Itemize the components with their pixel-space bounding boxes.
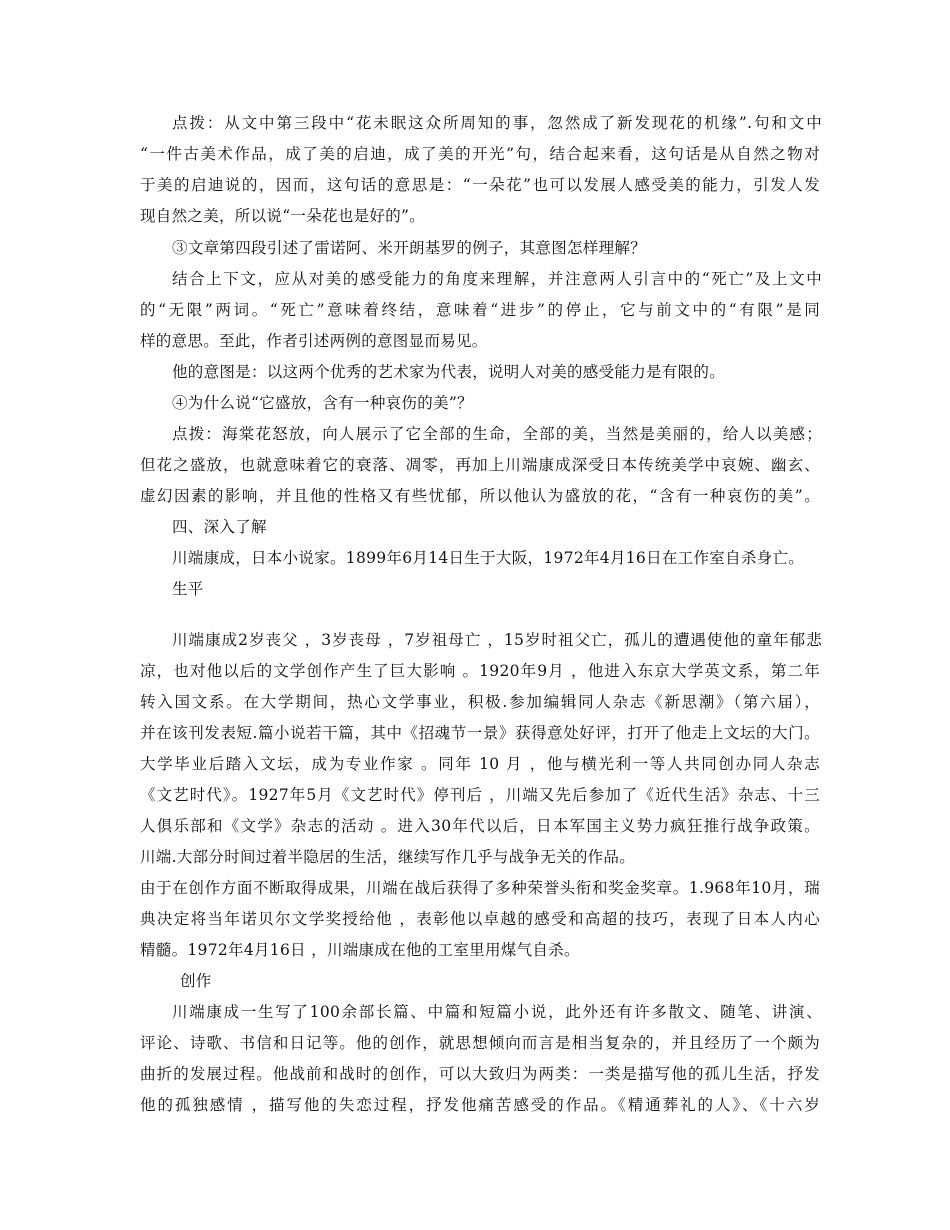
- text-line: 凉，也对他以后的文学创作产生了巨大影响 。1920年9月 ，他进入东京大学英文系，第二年: [140, 662, 820, 680]
- section-heading: 四、深入了解: [172, 518, 267, 536]
- subsection-heading: 生平: [172, 580, 204, 598]
- text-line: 《文艺时代》。1927年5月《文艺时代》停刊后 ，川端又先后参加了《近代生活》杂志、十三: [140, 786, 820, 804]
- text-line: 于美的启迪说的，因而，这句话的意思是：“一朵花”也可以发展人感受美的能力，引发人发: [140, 176, 820, 194]
- text-line: 点拨：海棠花怒放，向人展示了它全部的生命，全部的美，当然是美丽的，给人以美感；: [172, 425, 822, 443]
- text-line: 虚幻因素的影响，并且他的性格又有些忧郁，所以他认为盛放的花，“含有一种哀伤的美”。: [140, 487, 820, 505]
- text-line: 典决定将当年诺贝尔文学奖授给他 ，表彰他以卓越的感受和高超的技巧，表现了日本人内心: [140, 910, 820, 928]
- text-line: “一件古美术作品，成了美的启迪，成了美的开光”句，结合起来看，这句话是从自然之物对: [140, 145, 820, 163]
- text-line: 他的孤独感情 ，描写他的失恋过程，抒发他痛苦感受的作品。《精通葬礼的人》、《十六岁: [140, 1096, 820, 1114]
- text-line: 转入国文系。在大学期间，热心文学事业，积极.参加编辑同人杂志《新思潮》（第六届），: [140, 693, 820, 711]
- text-line: 精髓。1972年4月16日 ，川端康成在他的工室里用煤气自杀。: [140, 941, 580, 959]
- text-line: 曲折的发展过程。他战前和战时的创作，可以大致归为两类：一类是描写他的孤儿生活，抒发: [140, 1065, 820, 1083]
- text-line: 样的意思。至此，作者引述两例的意图显而易见。: [140, 332, 488, 350]
- text-line: 人俱乐部和《文学》杂志的活动 。进入30年代以后，日本军国主义势力疯狂推行战争政策。: [140, 817, 820, 835]
- text-line: 并在该刊发表短.篇小说若干篇，其中《招魂节一景》获得意处好评，打开了他走上文坛的大门。: [140, 724, 820, 742]
- text-line: 川端康成2岁丧父 ，3岁丧母 ，7岁祖母亡 ，15岁时祖父亡，孤儿的遭遇使他的童年郁悲: [172, 631, 822, 649]
- text-line: 川端康成一生写了100余部长篇、中篇和短篇小说，此外还有许多散文、随笔、讲演、: [172, 1003, 822, 1021]
- text-line: 大学毕业后踏入文坛，成为专业作家 。同年 10 月 ，他与横光利一等人共同创办同人杂志: [140, 755, 820, 773]
- text-line: 现自然之美，所以说“一朵花也是好的”。: [140, 207, 426, 225]
- text-line: 的“无限”两词。“死亡”意味着终结，意味着“进步”的停止，它与前文中的“有限”是同: [140, 301, 820, 319]
- text-line: 川端.大部分时间过着半隐居的生活，继续写作几乎与战争无关的作品。: [140, 848, 636, 866]
- text-line: 他的意图是：以这两个优秀的艺术家为代表，说明人对美的感受能力是有限的。: [172, 363, 726, 381]
- subsection-heading: 创作: [180, 972, 212, 990]
- text-line: ③文章第四段引述了雷诺阿、米开朗基罗的例子，其意图怎样理解？: [172, 239, 647, 257]
- text-line: 但花之盛放，也就意味着它的衰落、凋零，再加上川端康成深受日本传统美学中哀婉、幽玄、: [140, 456, 820, 474]
- text-line: ④为什么说“它盛放，含有一种哀伤的美”？: [172, 394, 473, 412]
- text-line: 结合上下文，应从对美的感受能力的角度来理解，并注意两人引言中的“死亡”及上文中: [172, 270, 822, 288]
- text-line: 由于在创作方面不断取得成果，川端在战后获得了多种荣誉头衔和奖金奖章。1.968年10月，瑞: [140, 879, 820, 897]
- text-line: 评论、诗歌、书信和日记等。他的创作，就思想倾向而言是相当复杂的，并且经历了一个颇为: [140, 1034, 820, 1052]
- text-line: 点拨：从文中第三段中“花未眠这众所周知的事，忽然成了新发现花的机缘”.句和文中: [172, 114, 822, 132]
- text-line: 川端康成，日本小说家。1899年6月14日生于大阪，1972年4月16日在工作室自杀身亡。: [172, 549, 805, 567]
